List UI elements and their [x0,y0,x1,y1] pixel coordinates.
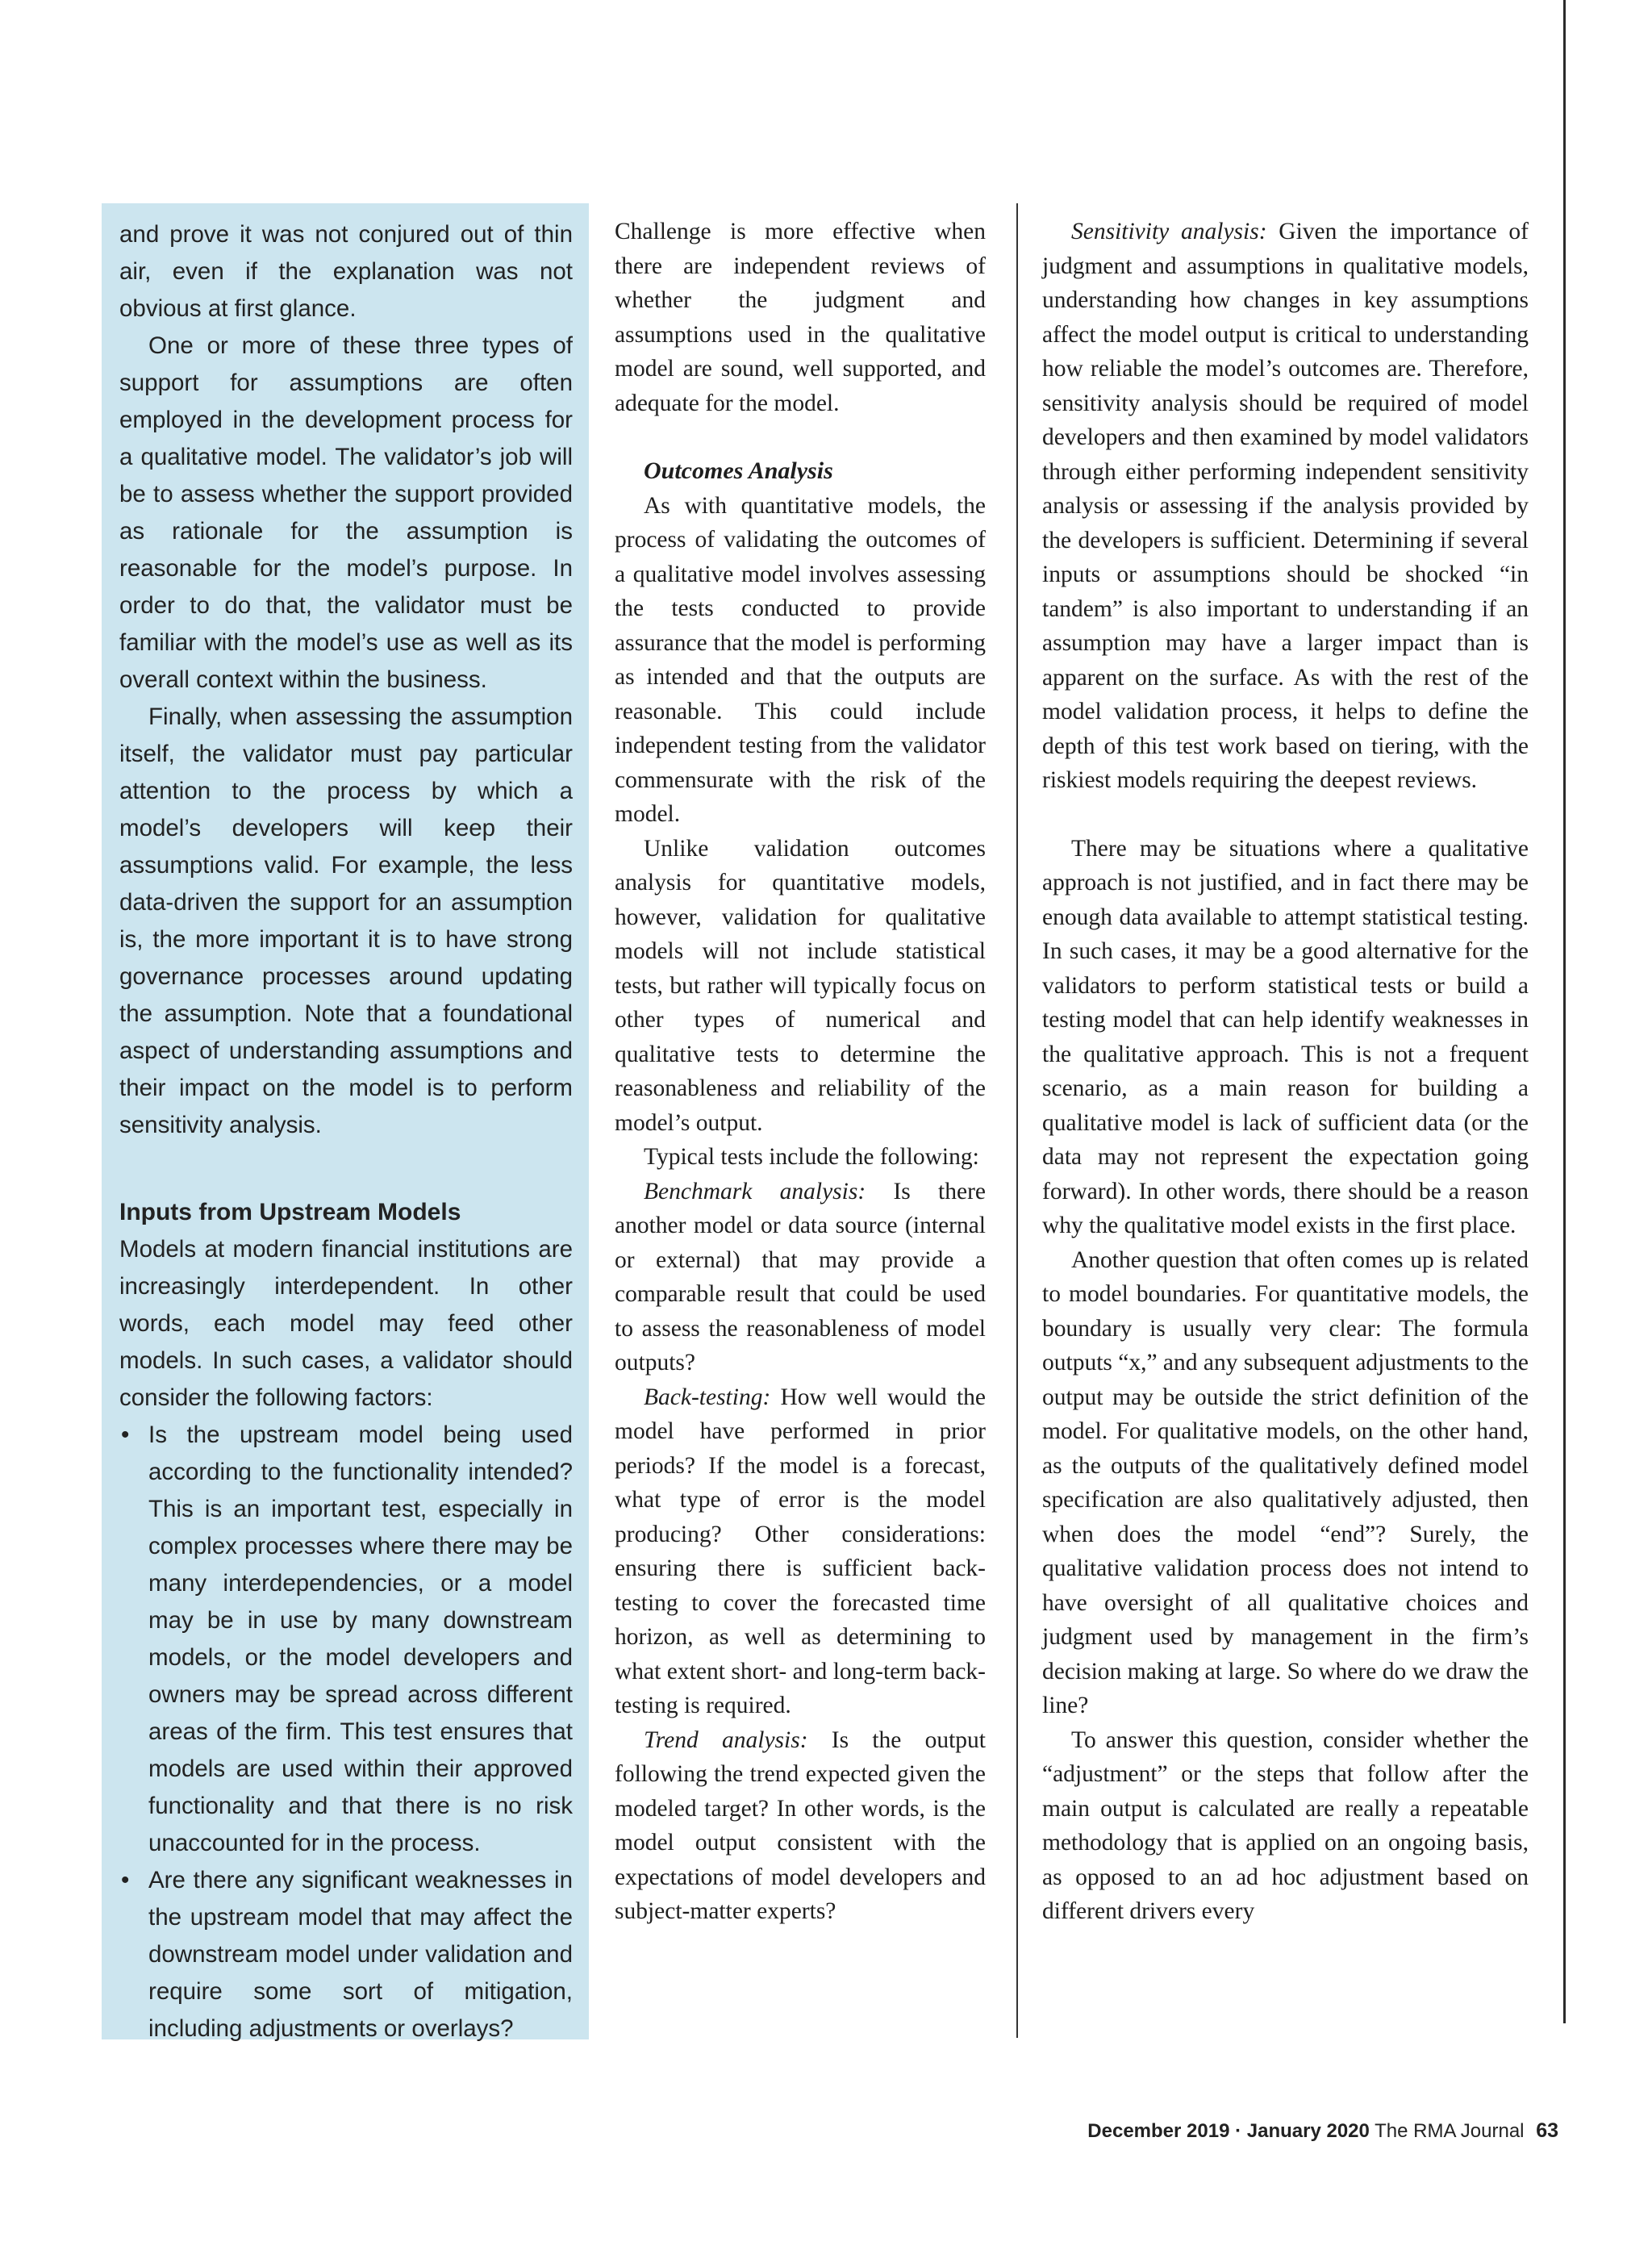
bullet-icon: • [121,1421,130,1448]
article-paragraph: Typical tests include the following: [644,1144,979,1170]
list-item [121,1862,573,2048]
article-paragraph [615,1723,986,1929]
article-paragraph: Another question that often comes up is related to model boundaries. For quantitative models, the boundary is usually very clear: The formula outputs “x,” and any subsequent adjustments to the output may be outside the strict definition of the model. For qualitative models, on the other hand, as the outputs of the qualitatively defined model specification are also qualitatively adjusted, then when does the model “end”? Surely, the qualitative validation process does not intend to have oversight of all qualitative choices and judgment used by management in the firm’s decision making at large. So where do we draw the line? [1042,1246,1529,1718]
article-paragraph: To answer this question, consider whether the “adjustment” or the steps that follow after the main output is calculated are really a repeatable methodology that is applied on an ongoing basis, as opposed to an ad hoc adjustment based on different drivers every [1042,1726,1529,1924]
sidebar-paragraph: and prove it was not conjured out of thin air, even if the explanation was not obvious at first glance. [119,221,573,322]
bullet-icon: • [121,1867,130,1893]
inline-term: Back-testing: [644,1384,771,1410]
article-paragraph: Unlike validation outcomes analysis for quantitative models, however, validation for qualitative models will not include statistical tests, but rather will typically focus on other types of numerical and qualitative tests to determine the reasonableness and reliability of the model’s output. [615,835,986,1136]
inline-text: Is there another model or data source (internal or external) that may provide a comparable result that could be used to assess the reasonableness of model outputs? [615,1178,987,1376]
page-footer [887,2119,1558,2143]
article-paragraph [1042,215,1529,798]
inline-term: Sensitivity analysis: [1071,219,1267,244]
inline-text: How well would the model have performed in prior periods? If the model is a forecast, what type of error is the model producing? Other considerations: ensuring there is sufficient back-testing to cover the forecasted time horizon, as well as determining to what extent short- and long-term back-testing is required. [615,1384,986,1718]
inline-term: Trend analysis: [644,1726,808,1753]
list-item-text: Is the upstream model being used according to the functionality intended? This is an important test, especially in complex processes where there may be many interdependencies, or a model may be in use by many downstream models, or the model developers and owners may be spread across different areas of the firm. This test ensures that models are used within their approved functionality and that there is no risk unaccounted for in the process. [148,1421,573,1856]
article-paragraph: As with quantitative models, the process of validating the outcomes of a qualitative model involves assessing the tests conducted to provide assurance that the model is performing as intended and that the outputs are reasonable. This could include independent testing from the validator commensurate with the risk of the model. [615,492,986,827]
journal-name: The RMA Journal [1375,2120,1525,2142]
sidebar-heading: Inputs from Upstream Models [119,1199,461,1225]
page-edge-rule [1563,0,1566,2023]
list-item [121,1417,573,1862]
sidebar-paragraph: Finally, when assessing the assumption itself, the validator must pay particular attention to the process by which a model’s developers will keep their assumptions valid. For example, the less data-driven the support for an assumption is, the more important it is to have strong governance processes around updating the assumption. Note that a foundational aspect of understanding assumptions and their impact on the model is to perform sensitivity analysis. [119,703,573,1138]
article-paragraph: Challenge is more effective when there are independent reviews of whether the judgment and assumptions used in the qualitative model are sound, well supported, and adequate for the model. [615,219,986,416]
article-paragraph: There may be situations where a qualitative approach is not justified, and in fact there may be enough data available to attempt statistical testing. In such cases, it may be a good alternative for the validators to perform statistical tests or build a testing model that can help identify weaknesses in the qualitative approach. This is not a frequent scenario, as a main reason for building a qualitative model is lack of sufficient data (or the data may not represent the expectation going forward). In other words, there should be a reason why the qualitative model exists in the first place. [1042,835,1529,1238]
sidebar-panel [102,203,589,2042]
page-number: 63 [1536,2119,1558,2142]
column-divider-rule [1016,203,1018,2038]
sidebar-paragraph: Models at modern financial institutions are increasingly interdependent. In other words, each model may feed other models. In such cases, a validator should consider the following factors: [119,1236,573,1411]
article-paragraph [615,1175,986,1380]
article-paragraph [615,1380,986,1723]
issue-date: December 2019 · January 2020 [1087,2120,1370,2142]
section-heading: Outcomes Analysis [644,457,833,484]
inline-text: Is the output following the trend expected given the modeled target? In other words, is the model output consistent with the expectations of model developers and subject-matter experts? [615,1726,986,1924]
sidebar-bullet-list [119,1417,573,2048]
article-column-right [1042,215,1529,1929]
inline-term: Benchmark analysis: [644,1178,866,1204]
list-item-text: Are there any significant weaknesses in the upstream model that may affect the downstream model under validation and require some sort of mitigation, including adjustments or overlays? [148,1867,573,2042]
article-column-middle [615,215,986,1929]
sidebar-paragraph: One or more of these three types of support for assumptions are often employed in the development process for a qualitative model. The validator’s job will be to assess whether the support provided as rationale for the assumption is reasonable for the model’s purpose. In order to do that, the validator must be familiar with the model’s use as well as its overall context within the business. [119,332,573,693]
inline-text: Given the importance of judgment and assumptions in qualitative models, understanding how changes in key assumptions affect the model output is critical to understanding how reliable the model’s outcomes are. Therefore, sensitivity analysis should be required of model developers and then examined by model validators through either performing independent sensitivity analysis or assessing if the analysis provided by the developers is sufficient. Determining if several inputs or assumptions should be shocked “in tandem” is also important to understanding if an assumption may have a larger impact than is apparent on the surface. As with the rest of the model validation process, it helps to define the depth of this test work based on tiering, with the riskiest models requiring the deepest reviews. [1042,219,1529,793]
